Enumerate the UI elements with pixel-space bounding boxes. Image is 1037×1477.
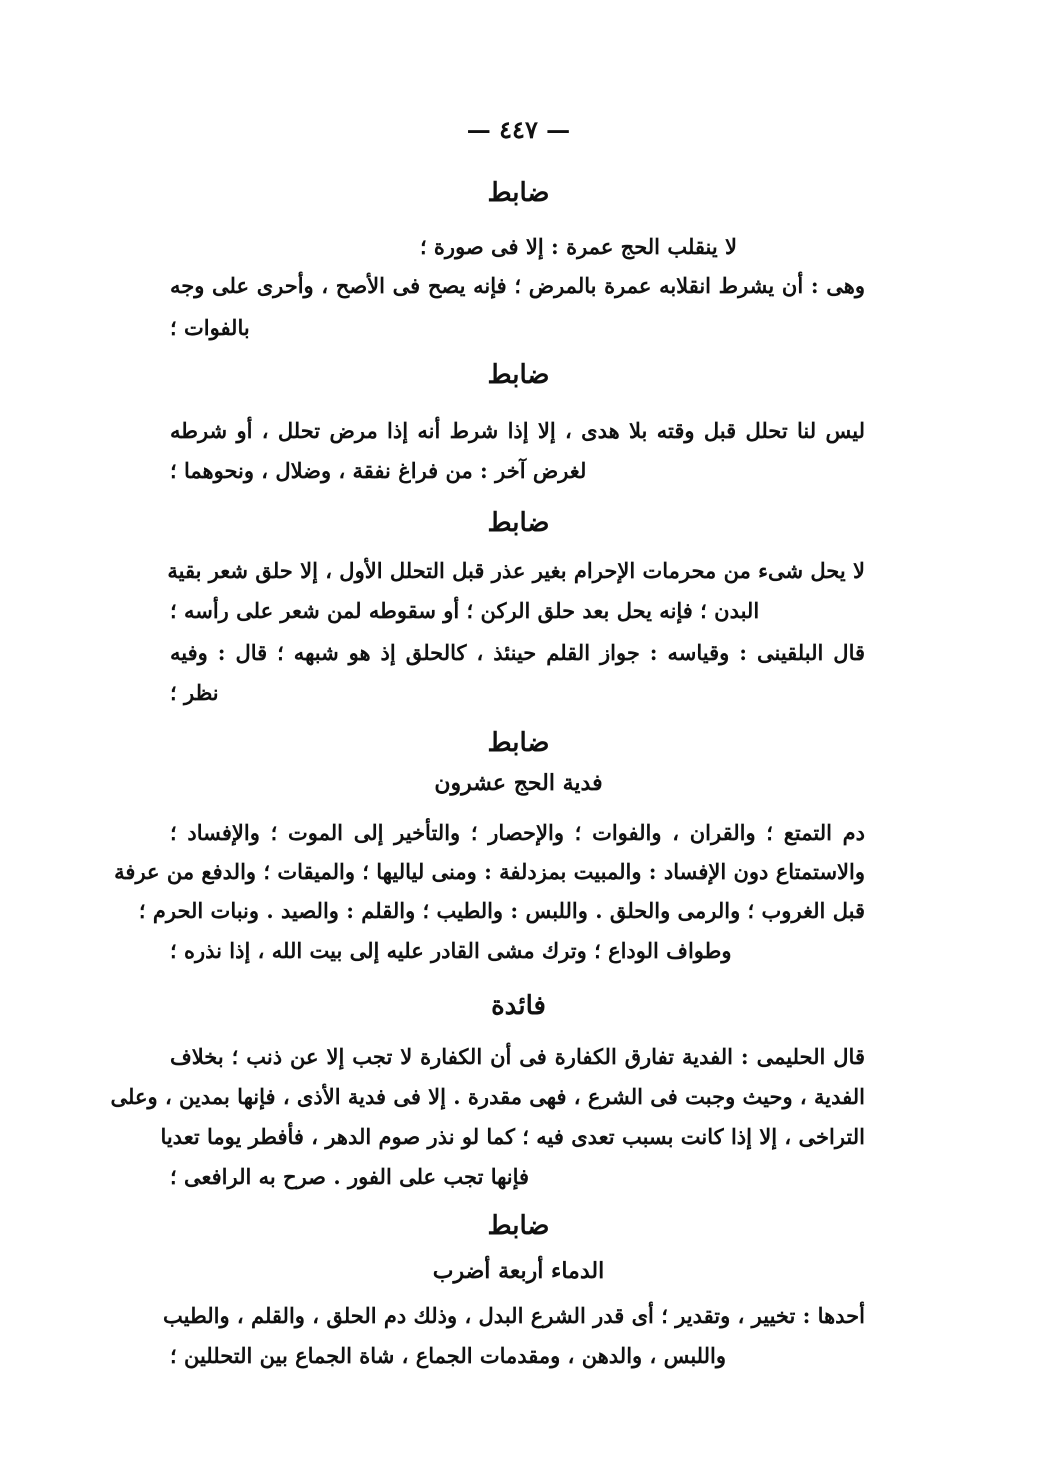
text-line: البدن ؛ فإنه يحل بعد حلق الركن ؛ أو سقوطه لمن شعر على رأسه ؛ [170,598,760,623]
text-line: قال الحليمى : الفدية تفارق الكفارة فى أن الكفارة لا تجب إلا عن ذنب ؛ بخلاف [170,1044,865,1069]
text-line: واللبس ، والدهن ، ومقدمات الجماع ، شاة الجماع بين التحللين ؛ [170,1343,727,1368]
text-line: لا يحل شىء من محرمات الإحرام بغير عذر قبل التحلل الأول ، إلا حلق شعر بقية [167,558,865,583]
text-line: الفدية ، وحيث وجبت فى الشرع ، فهى مقدرة . إلا فى فدية الأذى ، فإنها بمدين ، وعلى [110,1084,865,1109]
section-heading: ضابط [487,178,550,208]
text-line: قال البلقينى : وقياسه : جواز القلم حينئذ ، كالحلق إذ هو شبهه ؛ قال : وفيه [170,640,865,665]
text-line: أحدها : تخيير ، وتقدير ؛ أى قدر الشرع البدل ، وذلك دم الحلق ، والقلم ، والطيب [163,1303,865,1328]
section-heading: ضابط [487,360,550,390]
section-heading: فائدة [491,991,546,1021]
text-line: فإنها تجب على الفور . صرح به الرافعى ؛ [170,1164,530,1189]
text-line: قبل الغروب ؛ والرمى والحلق . واللبس : والطيب ؛ والقلم : والصيد . ونبات الحرم ؛ [138,898,865,923]
text-line: دم التمتع ؛ والقران ، والفوات ؛ والإحصار ؛ والتأخير إلى الموت ؛ والإفساد ؛ [170,820,865,845]
section-heading: ضابط [487,1211,550,1241]
text-line: لغرض آخر : من فراغ نفقة ، وضلال ، ونحوهما ؛ [170,458,587,483]
text-line: نظر ؛ [170,680,219,705]
section-subheading: فدية الحج عشرون [434,770,603,796]
text-line: والاستمتاع دون الإفساد : والمبيت بمزدلفة : ومنى لياليها ؛ والميقات ؛ والدفع من عرفة [114,859,865,884]
text-line: التراخى ، إلا إذا كانت بسبب تعدى فيه ؛ كما لو نذر صوم الدهر ، فأفطر يوما تعديا [160,1124,865,1149]
section-heading: ضابط [487,728,550,758]
text-line: وطواف الوداع ؛ وترك مشى القادر عليه إلى بيت الله ، إذا نذره ؛ [170,938,732,963]
section-heading: ضابط [487,508,550,538]
text-line: وهى : أن يشرط انقلابه عمرة بالمرض ؛ فإنه يصح فى الأصح ، وأحرى على وجه [170,273,865,298]
text-line: ليس لنا تحلل قبل وقته بلا هدى ، إلا إذا شرط أنه إذا مرض تحلل ، أو شرطه [170,418,865,443]
text-line: بالفوات ؛ [170,315,250,340]
section-subheading: الدماء أربعة أضرب [432,1258,605,1284]
text-line: لا ينقلب الحج عمرة : إلا فى صورة ؛ [419,234,737,259]
page-number: — ٤٤٧ — [466,115,571,144]
